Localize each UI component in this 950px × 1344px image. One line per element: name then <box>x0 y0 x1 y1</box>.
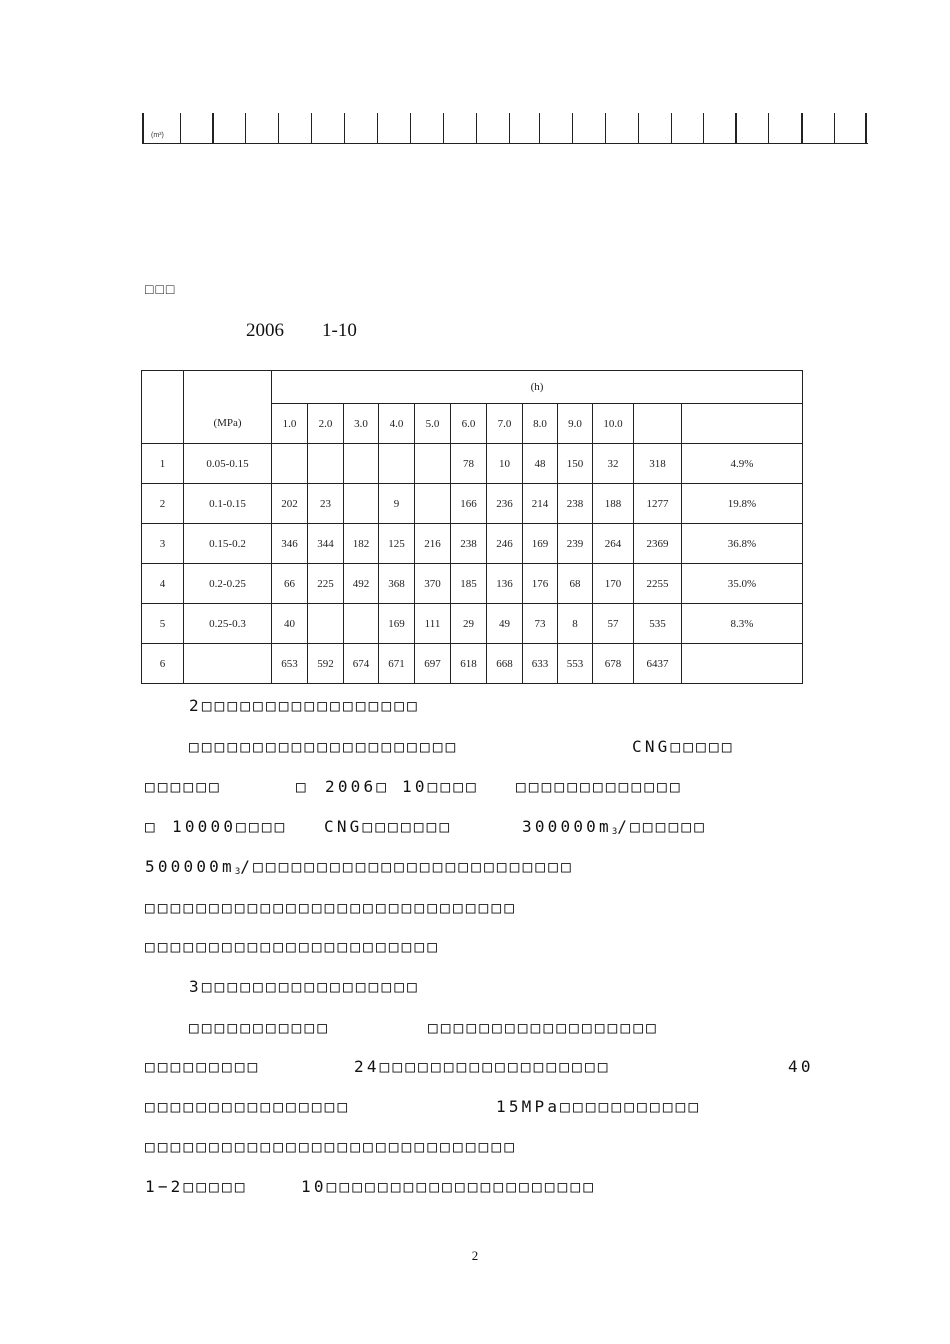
hour-col-header: 5.0 <box>415 404 451 444</box>
value-cell: 182 <box>344 524 379 564</box>
value-cell <box>415 444 451 484</box>
strip-divider <box>605 113 606 143</box>
value-cell: 49 <box>487 604 523 644</box>
value-cell: 697 <box>415 644 451 684</box>
strip-divider <box>212 113 214 143</box>
paragraph-line: 1−2□□□□□ <box>145 1177 248 1196</box>
paragraph-line: □□□□□□□□□□□□□□□□□□ <box>428 1018 659 1037</box>
hour-col-header: 7.0 <box>487 404 523 444</box>
pressure-range-cell <box>184 644 272 684</box>
value-cell: 32 <box>593 444 634 484</box>
hour-col-header: 6.0 <box>451 404 487 444</box>
value-cell: 368 <box>379 564 415 604</box>
superscript: 3 <box>234 867 241 877</box>
value-cell <box>308 604 344 644</box>
pressure-range-cell: 0.15-0.2 <box>184 524 272 564</box>
hour-col-header: 4.0 <box>379 404 415 444</box>
value-cell: 246 <box>487 524 523 564</box>
value-cell: 57 <box>593 604 634 644</box>
value-cell: 370 <box>415 564 451 604</box>
row-index-cell: 1 <box>142 444 184 484</box>
section-heading-3: 3□□□□□□□□□□□□□□□□□ <box>189 977 420 996</box>
paragraph-line <box>145 857 574 876</box>
paragraph-line: 40 <box>788 1057 814 1076</box>
strip-divider <box>671 113 672 143</box>
row-total-cell: 535 <box>634 604 682 644</box>
strip-divider <box>142 113 144 143</box>
value-cell <box>344 604 379 644</box>
row-percent-cell: 35.0% <box>682 564 803 604</box>
paragraph-line: □□□□□□ <box>145 777 222 796</box>
table-row <box>142 484 803 524</box>
pressure-range-cell: 0.05-0.15 <box>184 444 272 484</box>
index-header <box>142 371 184 444</box>
row-index-cell: 6 <box>142 644 184 684</box>
row-index-cell: 5 <box>142 604 184 644</box>
value-cell: 10 <box>487 444 523 484</box>
strip-divider <box>735 113 737 143</box>
paragraph-line: 10000□□□□ <box>172 817 288 836</box>
value-cell: 188 <box>593 484 634 524</box>
value-cell <box>344 484 379 524</box>
strip-divider <box>476 113 477 143</box>
value-cell <box>344 444 379 484</box>
value-cell: 150 <box>558 444 593 484</box>
row-index-cell: 4 <box>142 564 184 604</box>
value-cell: 78 <box>451 444 487 484</box>
strip-divider <box>410 113 411 143</box>
value-cell: 238 <box>558 484 593 524</box>
paragraph-line-tail: /□□□□□□□□□□□□□□□□□□□□□□□□□ <box>240 857 574 876</box>
value-cell: 68 <box>558 564 593 604</box>
strip-divider <box>865 113 867 143</box>
row-percent-cell: 19.8% <box>682 484 803 524</box>
strip-divider <box>539 113 540 143</box>
strip-unit-label: (m³) <box>151 132 164 139</box>
pressure-hours-table <box>141 370 803 684</box>
value-cell: 166 <box>451 484 487 524</box>
hour-col-header: 3.0 <box>344 404 379 444</box>
hours-unit-header: (h) <box>272 371 803 404</box>
strip-divider <box>638 113 639 143</box>
row-total-cell: 6437 <box>634 644 682 684</box>
value-cell: 23 <box>308 484 344 524</box>
value-cell: 671 <box>379 644 415 684</box>
table-row <box>142 604 803 644</box>
paragraph-line <box>522 817 707 836</box>
value-cell: 264 <box>593 524 634 564</box>
value-cell: 125 <box>379 524 415 564</box>
strip-divider <box>278 113 279 143</box>
row-total-cell: 2369 <box>634 524 682 564</box>
strip-divider <box>572 113 573 143</box>
paragraph-line: □ <box>296 777 309 796</box>
row-total-cell: 1277 <box>634 484 682 524</box>
paragraph-line: CNG□□□□□□□ <box>324 817 453 836</box>
paragraph-line-tail: /□□□□□□ <box>617 817 708 836</box>
paragraph-line: □□□□□□□□□□□□□□□□□□□□□ <box>189 737 459 756</box>
volume-value: 300000m <box>522 817 612 836</box>
strip-divider <box>834 113 835 143</box>
paragraph-line: □□□□□□□□□□□□□□□□□□□□□□□□□□□□□ <box>145 898 518 917</box>
pressure-range-cell: 0.1-0.15 <box>184 484 272 524</box>
value-cell: 214 <box>523 484 558 524</box>
strip-divider <box>180 113 181 143</box>
value-cell: 202 <box>272 484 308 524</box>
strip-divider <box>801 113 803 143</box>
top-strip-table <box>142 113 868 144</box>
table-row <box>142 524 803 564</box>
value-cell: 236 <box>487 484 523 524</box>
superscript: 3 <box>611 827 618 837</box>
hour-col-header: 1.0 <box>272 404 308 444</box>
section-heading-2: 2□□□□□□□□□□□□□□□□□ <box>189 696 420 715</box>
value-cell <box>415 484 451 524</box>
table-row <box>142 444 803 484</box>
pressure-unit-header: (MPa) <box>184 404 272 444</box>
paragraph-line: □□□□□□□□□□□□□□□□□□□□□□□□□□□□□ <box>145 1137 518 1156</box>
paragraph-line: □ <box>145 817 158 836</box>
strip-divider <box>443 113 444 143</box>
value-cell: 29 <box>451 604 487 644</box>
value-cell: 169 <box>523 524 558 564</box>
value-cell: 111 <box>415 604 451 644</box>
paragraph-line: □□□□□□□□□□□□□□□□ <box>145 1097 351 1116</box>
percent-col-header <box>682 404 803 444</box>
value-cell: 492 <box>344 564 379 604</box>
value-cell <box>272 444 308 484</box>
value-cell: 653 <box>272 644 308 684</box>
value-cell: 239 <box>558 524 593 564</box>
strip-divider <box>245 113 246 143</box>
value-cell: 73 <box>523 604 558 644</box>
value-cell: 674 <box>344 644 379 684</box>
value-cell: 238 <box>451 524 487 564</box>
row-percent-cell: 4.9% <box>682 444 803 484</box>
row-percent-cell <box>682 644 803 684</box>
value-cell: 633 <box>523 644 558 684</box>
paragraph-line: 15MPa□□□□□□□□□□□ <box>496 1097 702 1116</box>
page-number: 2 <box>471 1248 479 1263</box>
value-cell: 553 <box>558 644 593 684</box>
value-cell: 344 <box>308 524 344 564</box>
value-cell: 185 <box>451 564 487 604</box>
value-cell: 678 <box>593 644 634 684</box>
paragraph-line: 10□□□□ <box>402 777 479 796</box>
value-cell: 225 <box>308 564 344 604</box>
hour-col-header: 2.0 <box>308 404 344 444</box>
value-cell: 9 <box>379 484 415 524</box>
paragraph-line: □□□□□□□□□□□ <box>189 1018 331 1037</box>
table-title-year: 2006 <box>246 320 284 341</box>
value-cell: 8 <box>558 604 593 644</box>
table-title-months: 1-10 <box>322 320 357 341</box>
row-total-cell: 318 <box>634 444 682 484</box>
paragraph-line: □□□□□□□□□□□□□ <box>516 777 683 796</box>
total-col-header <box>634 404 682 444</box>
hour-col-header: 8.0 <box>523 404 558 444</box>
strip-divider <box>768 113 769 143</box>
paragraph-line: □□□□□□□□□ <box>145 1057 261 1076</box>
value-cell: 170 <box>593 564 634 604</box>
row-percent-cell: 36.8% <box>682 524 803 564</box>
row-total-cell: 2255 <box>634 564 682 604</box>
table-label: □□□ <box>145 283 177 298</box>
range-header-top <box>184 371 272 404</box>
value-cell: 48 <box>523 444 558 484</box>
table-row <box>142 644 803 684</box>
value-cell: 592 <box>308 644 344 684</box>
value-cell <box>308 444 344 484</box>
value-cell: 169 <box>379 604 415 644</box>
value-cell: 136 <box>487 564 523 604</box>
paragraph-line: CNG□□□□□ <box>632 737 735 756</box>
value-cell: 66 <box>272 564 308 604</box>
paragraph-line: □□□□□□□□□□□□□□□□□□□□□□□ <box>145 937 441 956</box>
paragraph-line: 2006□ <box>325 777 390 796</box>
row-index-cell: 3 <box>142 524 184 564</box>
value-cell: 176 <box>523 564 558 604</box>
strip-divider <box>377 113 378 143</box>
strip-divider <box>703 113 704 143</box>
row-index-cell: 2 <box>142 484 184 524</box>
value-cell: 668 <box>487 644 523 684</box>
hour-col-header: 9.0 <box>558 404 593 444</box>
hour-col-header: 10.0 <box>593 404 634 444</box>
pressure-range-cell: 0.25-0.3 <box>184 604 272 644</box>
value-cell <box>379 444 415 484</box>
value-cell: 40 <box>272 604 308 644</box>
strip-divider <box>311 113 312 143</box>
volume-value: 500000m <box>145 857 235 876</box>
table-row <box>142 564 803 604</box>
value-cell: 216 <box>415 524 451 564</box>
strip-divider <box>344 113 345 143</box>
paragraph-line: 24□□□□□□□□□□□□□□□□□□ <box>354 1057 611 1076</box>
row-percent-cell: 8.3% <box>682 604 803 644</box>
pressure-range-cell: 0.2-0.25 <box>184 564 272 604</box>
paragraph-line: 10□□□□□□□□□□□□□□□□□□□□□ <box>301 1177 597 1196</box>
value-cell: 618 <box>451 644 487 684</box>
strip-divider <box>509 113 510 143</box>
value-cell: 346 <box>272 524 308 564</box>
